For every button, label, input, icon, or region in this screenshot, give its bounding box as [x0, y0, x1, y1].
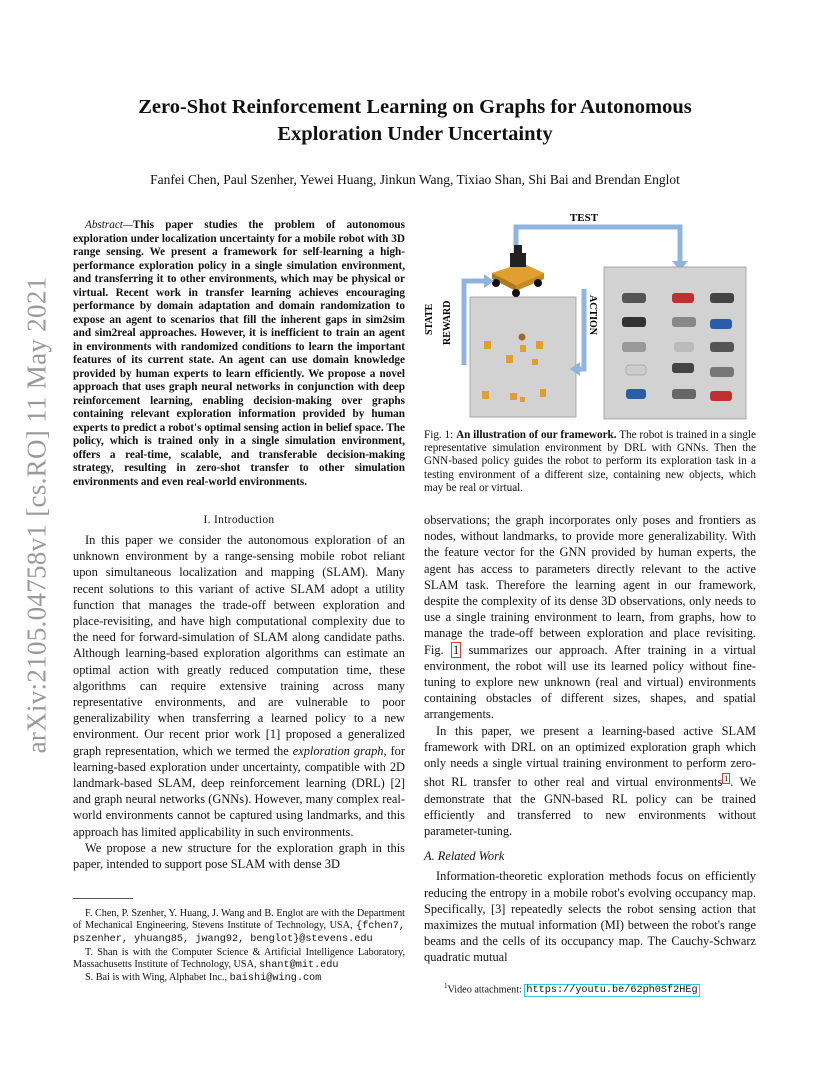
abstract-text: This paper studies the problem of autonomous exploration under localization uncertainty for a mobile robot with 3D range sensing. We present a framework for self-learning a high-performance exploration policy in a single simulation environment, and transferring it to other environments, which may be physical or virtual. Recent work in transfer learning achieves encouraging performance by domain adaptation and domain randomization to expose an agent to scenarios that fill the inherent gaps in sim2sim and sim2real approaches. However, it is inefficient to train an agent in environments with randomized conditions to learn the important features of its current state. An agent can use domain knowledge provided by human experts to learn efficiently. We propose a novel approach that uses graph neural networks in conjunction with deep reinforcement learning, enabling decision-making over graphs containing relevant exploration information provided by human experts to predict a robot's optimal sensing action in belief space. The policy, which is trained only in a single simulation environment, offers a real-time, scalable, and transferable decision-making strategy, resulting in zero-shot transfer to other simulation environments and even real-world environments. [73, 219, 405, 488]
figure-1 [424, 205, 756, 427]
right-paragraph-1: observations; the graph incorporates only poses and frontiers as nodes, without landmarks, to provide more generalizability. With the feature vector for the GNN provided by human experts, the agent has access to parameters directly relevant to the active SLAM task. Therefore the learning agent in our framework, despite the complexity of its dense 3D observations, only needs to use a single training environment to learn, from graphs, how to manage the trade-off between exploration and place revisiting. Fig. 1 summarizes our approach. After training in a virtual environment, the robot will use its learned policy without fine-tuning to explore new unknown (real and virtual) environments containing obstacles of different sizes, shapes, and spatial arrangements. [424, 513, 756, 722]
figure-1-caption: Fig. 1: An illustration of our framework. The robot is trained in a single representative simulation environment by DRL with GNNs. Then the GNN-based policy guides the robot to perform its exploration task in a testing environment of a different size, containing new objects, which may be real or virtual. [424, 429, 756, 494]
video-link[interactable]: https://youtu.be/62ph0Sf2HEg [526, 985, 698, 997]
email-mit: shant@mit.edu [259, 959, 339, 971]
action-arrow [578, 289, 584, 369]
email-stevens: {fchen7, pszenher, yhuang85, jwang92, benglot}@stevens.edu [73, 921, 405, 946]
test-arrow [516, 227, 680, 263]
framework-illustration [424, 205, 756, 427]
figure-1-reference-link[interactable]: 1 [453, 642, 460, 657]
subsection-related-work: A. Related Work [424, 849, 505, 864]
intro-paragraph-2: We propose a new structure for the exploration graph in this paper, intended to support pose SLAM with dense 3D [73, 840, 405, 872]
affiliation-wing: S. Bai is with Wing, Alphabet Inc., baishi@wing.com [85, 972, 322, 985]
abstract: Abstract—This paper studies the problem of autonomous exploration under localization uncertainty for a mobile robot with 3D range sensing. We present a framework for self-learning a high-performance exploration policy in a single simulation environment, and transferring it to other environments, which may be physical or virtual. Recent work in transfer learning achieves encouraging performance by domain adaptation and domain randomization to expose an agent to scenarios that fill the inherent gaps in sim2sim and sim2real approaches. However, it is inefficient to train an agent in environments with randomized conditions to learn the important features of its current state. An agent can use domain knowledge provided by human experts to learn efficiently. We propose a novel approach that uses graph neural networks in conjunction with deep reinforcement learning, enabling decision-making over graphs containing relevant exploration information provided by human experts to predict a robot's optimal sensing action in belief space. The policy, which is trained only in a single simulation environment, offers a real-time, scalable, and transferable decision-making strategy, resulting in zero-shot transfer to other simulation environments and even real-world environments. [73, 219, 405, 488]
action-label: ACTION [587, 295, 598, 336]
arxiv-watermark [21, 276, 52, 754]
footnote-1-link[interactable]: 1 [724, 774, 729, 784]
video-footnote: $^1$Video attachment: https://youtu.be/62ph0Sf2HEg [444, 982, 698, 997]
intro-body [73, 532, 405, 872]
emphasis-exploration-graph: exploration graph [292, 743, 384, 758]
state-label: STATE [424, 303, 435, 335]
test-label: TEST [569, 212, 599, 224]
email-wing: baishi@wing.com [229, 973, 322, 985]
right-paragraph-3: Information-theoretic exploration methods focus on efficiently reducing the entropy in a mobile robot's evolving occupancy map. Specifically, [3] repeatedly selects the robot sensing action that maximizes the mutual information (MI) between the robot's range beams and the cells of its occupancy map. The Cauchy-Schwarz quadratic mutual [424, 869, 756, 965]
caption-bold: An illustration of our framework. [456, 429, 617, 441]
affiliation-mit: T. Shan is with the Computer Science & Artificial Intelligence Laboratory, Massachusetts Institute of Technology, USA, shant@mit.edu [73, 946, 405, 971]
intro-paragraph-1: In this paper we consider the autonomous exploration of an unknown environment by a range-sensing mobile robot reliant upon simultaneous localization and mapping (SLAM). Many recent solutions to this variant of active SLAM adopt a utility function that manages the trade-off between exploration and place-revisiting, and have high computational complexity due to the need for forward-simulation of SLAM along candidate paths. Although learning-based exploration algorithms can estimate an optimal action with greatly reduced computation time, these algorithms can require extensive training across many representative environments, and are vulnerable to poor generalizability when transferring a learned policy to a new environment. Our recent prior work [1] proposed a generalized graph representation, which we termed the exploration graph, for learning-based exploration under uncertainty, compatible with 2D landmark-based SLAM, deep reinforcement learning (DRL) [2] and graph neural networks (GNNs). However, many complex real-world environments cannot be captured using landmarks, and this approach has limited applicability in such environments. [73, 533, 406, 839]
affiliation-footnotes [73, 908, 405, 985]
footnote-rule [73, 898, 133, 899]
affiliation-stevens: F. Chen, P. Szenher, Y. Huang, J. Wang and B. Englot are with the Department of Mechanical Engineering, Stevens Institute of Technology, USA, {fchen7, pszenher, yhuang85, jwang92, benglot}@stevens.edu [73, 908, 405, 946]
author-list: Fanfei Chen, Paul Szenher, Yewei Huang, Jinkun Wang, Tixiao Shan, Shi Bai and Brendan Englot [150, 172, 680, 187]
right-column-body [424, 512, 756, 966]
right-paragraph-2: In this paper, we present a learning-based active SLAM framework with DRL on an optimized exploration graph which only needs a single virtual training environment to perform zero-shot RL transfer to other real and virtual environments $^1$ . We demonstrate that the GNN-based RL policy can be trained efficiently and transferred to new environments without parameter-tuning. [424, 723, 756, 838]
reward-label: REWARD [442, 300, 453, 345]
robot-icon [492, 245, 544, 297]
abstract-label: Abstract [85, 219, 123, 231]
arxiv-id: arXiv:2105.04758v1 [cs.RO] 11 May 2021 [21, 276, 52, 754]
paper-title: Zero-Shot Reinforcement Learning on Graphs for Autonomous Exploration Under Uncertainty [138, 96, 692, 145]
section-heading-introduction: I. Introduction [203, 514, 275, 526]
